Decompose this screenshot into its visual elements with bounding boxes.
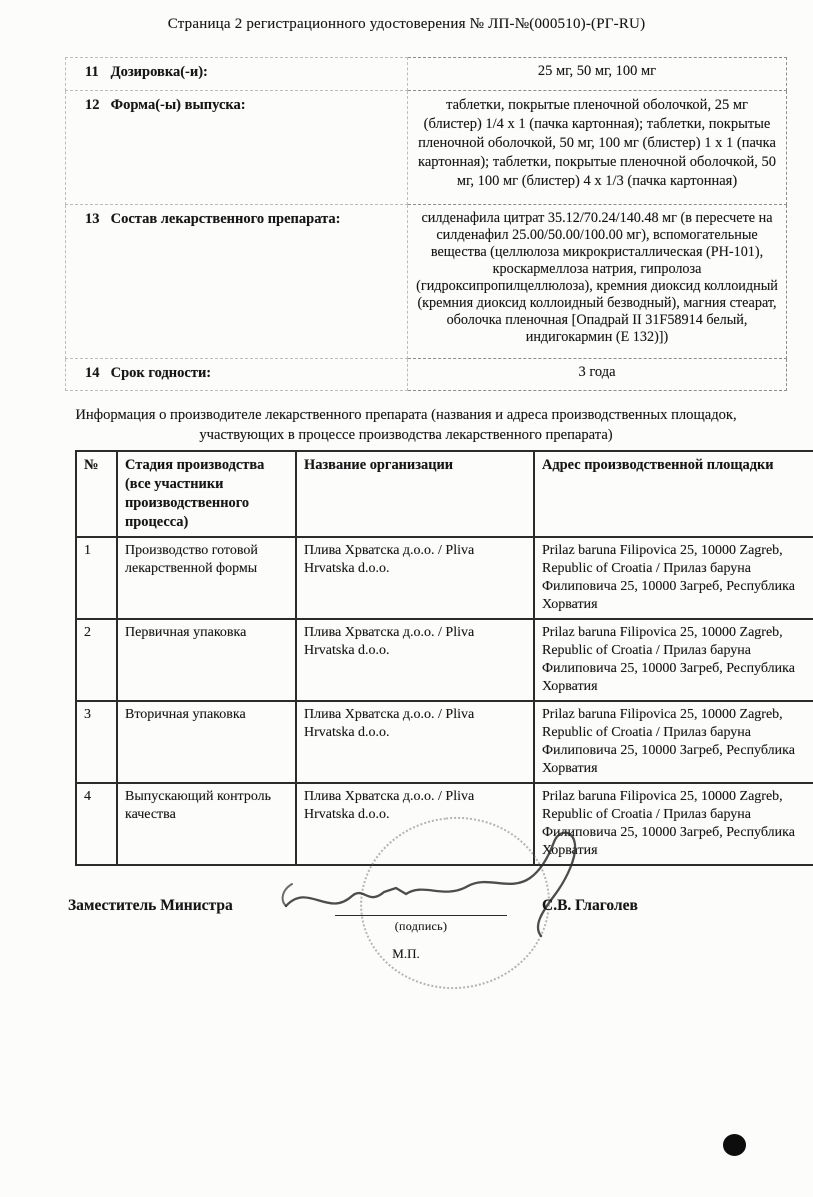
signer-position-label: Заместитель Министра (68, 897, 233, 914)
column-header-org: Название организации (296, 451, 534, 537)
row-label: Форма(-ы) выпуска: (110, 97, 246, 113)
cell-stage: Выпускающий контроль качества (117, 783, 296, 865)
row-value: 25 мг, 50 мг, 100 мг (408, 58, 787, 91)
manufacturer-info-intro: Информация о производителе лекарственного препарата (названия и адреса производственных площадок, участвующих в процессе производства лекарственного препарата) (75, 407, 737, 443)
manufacturer-table (75, 450, 813, 866)
table-row (66, 359, 787, 391)
row-number: 12 (85, 97, 100, 113)
row-number: 11 (85, 64, 99, 80)
cell-no: 4 (76, 783, 117, 865)
table-row (76, 701, 813, 783)
column-header-no: № (76, 451, 117, 537)
page-title: Страница 2 регистрационного удостоверения № ЛП-№(000510)-(РГ-RU) (167, 16, 646, 32)
table-header-row (76, 451, 813, 537)
table-row (66, 205, 787, 359)
row-value: таблетки, покрытые пленочной оболочкой, 25 мг (блистер) 1/4 х 1 (пачка картонная); таблетки, покрытые пленочной оболочкой, 50 мг, 100 мг (блистер) 1 х 1 (пачка картонная); таблетки, покрытые пленочной оболочкой, 50 мг, 100 мг (блистер) 4 х 1/3 (пачка картонная) (408, 91, 787, 205)
row-number: 13 (85, 211, 100, 227)
row-number: 14 (85, 365, 100, 381)
row-label: Срок годности: (110, 365, 212, 381)
cell-org: Плива Хрватска д.о.о. / Pliva Hrvatska d.o.o. (296, 783, 534, 865)
row-value: силденафила цитрат 35.12/70.24/140.48 мг (в пересчете на силденафил 25.00/50.00/100.00 мг), вспомогательные вещества (целлюлоза микрокристаллическая (РН-101), кроскармеллоза натрия, гипролоза (гидроксипропилцеллюлоза), кремния диоксид коллоидный (кремния диоксид коллоидный безводный), магния стеарат, оболочка пленочная [Опадрай II 31F58914 белый, индигокармин (Е 132)]) (408, 205, 787, 359)
table-row (76, 619, 813, 701)
seal-place-label: М.П. (392, 946, 420, 961)
cell-address: Prilaz baruna Filipovica 25, 10000 Zagreb, Republic of Croatia / Прилаз баруна Филиповича 25, 10000 Загреб, Республика Хорватия (534, 619, 813, 701)
cell-org: Плива Хрватска д.о.о. / Pliva Hrvatska d.o.o. (296, 537, 534, 619)
cell-no: 1 (76, 537, 117, 619)
signer-name: С.В. Глаголев (542, 897, 638, 914)
cell-stage: Производство готовой лекарственной формы (117, 537, 296, 619)
cell-address: Prilaz baruna Filipovica 25, 10000 Zagreb, Republic of Croatia / Прилаз баруна Филиповича 25, 10000 Загреб, Республика Хорватия (534, 537, 813, 619)
cell-no: 3 (76, 701, 117, 783)
cell-stage: Первичная упаковка (117, 619, 296, 701)
column-header-stage: Стадия производства (все участники производственного процесса) (117, 451, 296, 537)
cell-address: Prilaz baruna Filipovica 25, 10000 Zagreb, Republic of Croatia / Прилаз баруна Филиповича 25, 10000 Загреб, Республика Хорватия (534, 701, 813, 783)
details-table (65, 57, 787, 391)
signature-line (335, 915, 507, 916)
cell-stage: Вторичная упаковка (117, 701, 296, 783)
cell-address: Prilaz baruna Filipovica 25, 10000 Zagreb, Republic of Croatia / Прилаз баруна Филиповича 25, 10000 Загреб, Республика Хорватия (534, 783, 813, 865)
cell-org: Плива Хрватска д.о.о. / Pliva Hrvatska d.o.o. (296, 701, 534, 783)
table-row (66, 91, 787, 205)
cell-no: 2 (76, 619, 117, 701)
punch-hole-dot-icon (723, 1134, 746, 1156)
row-label: Дозировка(-и): (110, 64, 208, 80)
table-row (76, 537, 813, 619)
signature-caption: (подпись) (394, 919, 448, 933)
cell-org: Плива Хрватска д.о.о. / Pliva Hrvatska d.o.o. (296, 619, 534, 701)
signature-scribble-icon (278, 828, 608, 958)
row-label: Состав лекарственного препарата: (110, 211, 341, 227)
table-row (66, 58, 787, 91)
column-header-address: Адрес производственной площадки (534, 451, 813, 537)
row-value: 3 года (408, 359, 787, 391)
